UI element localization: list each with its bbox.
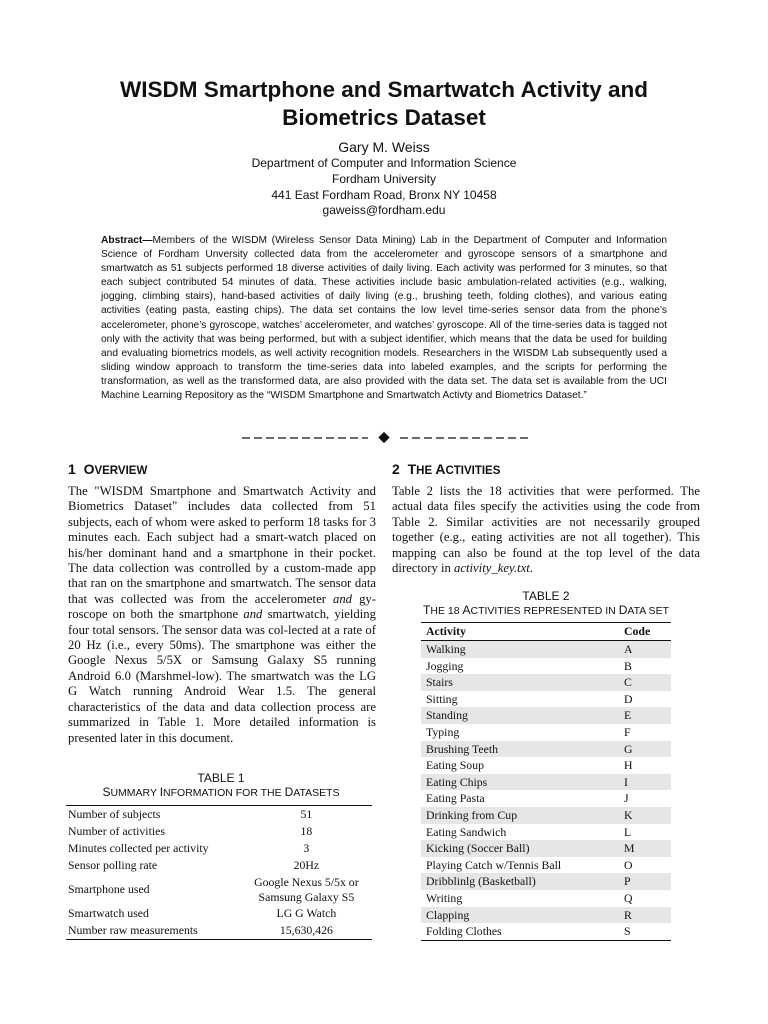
table-row [421, 641, 671, 658]
table-row [421, 890, 671, 907]
table-row [66, 823, 372, 840]
section-separator [240, 429, 530, 445]
row-label: Number of subjects [68, 807, 161, 821]
table-row [421, 724, 671, 741]
author-email: gaweiss@fordham.edu [322, 203, 446, 218]
section-1-title-initial: O [83, 461, 95, 477]
row-value-line: Samsung Galaxy S5 [258, 889, 355, 904]
title-line-1: WISDM Smartphone and Smartwatch Activity and [120, 77, 648, 102]
author-university: Fordham University [331, 171, 437, 186]
section-2-text-part: . [529, 561, 533, 576]
activity-code: B [624, 658, 632, 673]
activity-name: Eating Sandwich [426, 824, 507, 839]
activity-code: Q [624, 890, 633, 905]
row-value: 18 [300, 824, 313, 838]
caption-part: T [423, 603, 431, 617]
caption-part: A [462, 603, 471, 617]
caption-part: ATASETS [293, 787, 340, 799]
activity-code: L [624, 824, 632, 839]
section-1-text-part: smartwatch, yielding four total sensors. The sensor data was col-lected at a rate of 20 Hz (i.e., every 50ms). The smartphone was either the Google Nexus 5/5X or Samsung Galaxy S5 running Android 6.0 (Marshmel-low). The smartwatch was the LG G Watch running Android Wear 1.5. The general characteristics of the data and data collection process are summarized in Table 1. More detailed information is presented later in this document. [68, 607, 376, 745]
caption-part: CTIVITIES REPRESENTED IN [470, 605, 619, 617]
row-value: LG G Watch [276, 906, 337, 920]
abstract [101, 234, 667, 403]
caption-part: HE 18 [430, 605, 463, 617]
activity-name: Kicking (Soccer Ball) [421, 840, 612, 857]
activity-name: Dribblinlg (Basketball) [421, 873, 612, 890]
table-row [66, 922, 372, 940]
table-header-row [421, 623, 671, 641]
activity-code: M [612, 840, 671, 857]
section-1-number: 1 [68, 461, 76, 477]
row-value [241, 874, 372, 905]
section-1-text-part: gy-roscope on both the smartphone [68, 591, 376, 622]
table-2-number: TABLE 2 [522, 589, 570, 603]
activity-name: Typing [426, 724, 460, 739]
row-label: Smartwatch used [68, 906, 149, 920]
header-activity: Activity [421, 623, 612, 641]
activity-code: S [624, 924, 631, 939]
section-2-title-initial: T [407, 461, 417, 477]
activity-code: J [624, 791, 629, 806]
activity-name: Eating Soup [426, 758, 484, 773]
table-row [421, 790, 671, 807]
caption-part: I [159, 785, 164, 799]
title-line-2: Biometrics Dataset [282, 105, 486, 130]
section-1-body [68, 484, 376, 746]
caption-part: UMMARY [110, 787, 160, 799]
header-code: Code [612, 623, 671, 641]
author-name: Gary M. Weiss [338, 139, 430, 155]
row-label: Number of activities [68, 824, 165, 838]
section-2-title-part: CTIVITIES [445, 465, 501, 477]
activity-code: E [612, 707, 671, 724]
section-2-heading [392, 460, 500, 480]
abstract-label: Abstract [101, 235, 143, 246]
caption-part: S [102, 785, 111, 799]
section-1-heading [68, 460, 147, 480]
section-1-emphasis: and [243, 607, 263, 622]
activity-code: H [624, 758, 633, 773]
section-2-number: 2 [392, 461, 400, 477]
activity-name: Folding Clothes [426, 924, 502, 939]
section-2-text-part: Table 2 lists the 18 activities that were performed. The actual data files specify the activities using the code from Table 2. Similar activities are not necessarily grouped together (e.g., eating activities are not all together). This mapping can also be found at the top level of the data directory in [392, 484, 700, 576]
activity-name: Eating Chips [421, 774, 612, 791]
author-block [100, 139, 668, 219]
activity-code: D [624, 691, 633, 706]
table-row [421, 757, 671, 774]
row-label: Number raw measurements [68, 923, 198, 937]
table-2-title [420, 603, 672, 618]
paper-title [80, 76, 688, 132]
abstract-dash: — [142, 235, 153, 246]
activity-code: I [612, 774, 671, 791]
activity-code: F [624, 724, 631, 739]
section-1-title-rest: VERVIEW [94, 465, 148, 477]
table-row [421, 674, 671, 691]
activity-name: Eating Pasta [426, 791, 485, 806]
caption-part: D [618, 603, 628, 617]
table-row [421, 707, 671, 724]
activity-code: G [612, 741, 671, 758]
table-row [66, 905, 372, 922]
author-department: Department of Computer and Information Science [251, 156, 517, 170]
table-row [421, 873, 671, 890]
table-row [66, 840, 372, 857]
activity-name: Writing [426, 890, 463, 905]
table-1-caption [66, 771, 376, 800]
table-row [421, 923, 671, 940]
table-row [421, 907, 671, 924]
caption-part: NFORMATION FOR THE [163, 787, 285, 799]
activity-name: Clapping [421, 907, 612, 924]
table-2-caption [420, 589, 672, 618]
table-row [66, 874, 372, 905]
table-row [421, 658, 671, 675]
section-2-title-initial: A [435, 461, 446, 477]
activity-name: Jogging [426, 658, 464, 673]
table-1-number: TABLE 1 [197, 771, 245, 785]
activity-name: Stairs [421, 674, 612, 691]
activity-code: A [612, 641, 671, 658]
section-2-body [392, 484, 700, 576]
author-address: 441 East Fordham Road, Bronx NY 10458 [271, 187, 497, 202]
row-label: Sensor polling rate [68, 858, 158, 872]
activities-table [421, 622, 671, 941]
table-row [421, 774, 671, 791]
caption-part: ATA SET [627, 605, 669, 617]
table-row [421, 840, 671, 857]
activity-code: R [612, 907, 671, 924]
activity-name: Brushing Teeth [421, 741, 612, 758]
summary-table [66, 805, 372, 940]
activity-name: Walking [421, 641, 612, 658]
row-value: 20Hz [293, 858, 320, 872]
section-2-filename: activity_key.txt [454, 561, 530, 576]
activity-code: P [612, 873, 671, 890]
row-value-line: Google Nexus 5/5x or [254, 875, 359, 889]
table-row [66, 806, 372, 824]
activity-name: Drinking from Cup [421, 807, 612, 824]
row-label: Smartphone used [68, 882, 150, 896]
row-value: 51 [300, 807, 313, 821]
diamond-icon [378, 432, 389, 443]
table-row [66, 857, 372, 874]
table-1-title [66, 785, 376, 800]
caption-part: D [284, 785, 294, 799]
table-row [421, 741, 671, 758]
row-label: Minutes collected per activity [68, 841, 209, 855]
section-1-text-part: The "WISDM Smartphone and Smartwatch Activity and Biometrics Dataset" includes data collected from 51 subjects, each of whom were asked to perform 18 tasks for 3 minutes each. Each subject had a smart-watch placed on his/her dominant hand and a smartphone in their pocket. The data collection was controlled by a custom-made app that ran on the smartphone and smartwatch. The sensor data that was collected was from the accelerometer [68, 484, 376, 606]
activity-code: O [624, 857, 633, 872]
abstract-text: Members of the WISDM (Wireless Sensor Data Mining) Lab in the Department of Computer and Information Science of Fordham Unversity collected data from the accelerometer and gyroscope sensors of a smartphone and smartwatch as 51 subjects performed 18 diverse activities of daily living. Each activity was performed for 3 minutes, so that each subject contributed 54 minutes of data. These activities include basic ambulation-related activities (e.g., walking, jogging, climbing stairs), hand-based activities of daily living (e.g., brushing teeth, folding clothes), and various eating activities (eating pasta, easting chips). The data set contains the low level time-series sensor data from the phone’s accelerometer, phone’s gyroscope, watches’ accelerometer, and watches’ gyroscope. All of the time-series data is tagged not only with the activity that was being performed, but with a subject identifier, which means that the data be used for building and evaluating biometrics models, as well activity recognition models. Researchers in the WISDM Lab subsequently used a sliding window approach to transform the time-series data into labeled examples, and the scripts for performing the transformation, as well as the transformed data, are also provided with the data set. The data set is available from the UCI Machine Learning Repository as the “WISDM Smartphone and Smartwatch Activty and Biometrics Dataset.” [101, 235, 667, 402]
activity-name: Playing Catch w/Tennis Ball [426, 857, 562, 872]
table-row [421, 857, 671, 874]
activity-name: Sitting [426, 691, 458, 706]
row-value: 15,630,426 [279, 923, 333, 937]
activity-code: C [612, 674, 671, 691]
section-1-emphasis: and [332, 591, 353, 606]
section-2-title-part: HE [416, 465, 436, 477]
table-row [421, 691, 671, 708]
table-row [421, 824, 671, 841]
activity-code: K [612, 807, 671, 824]
activity-name: Standing [421, 707, 612, 724]
row-value: 3 [303, 841, 310, 855]
table-row [421, 807, 671, 824]
